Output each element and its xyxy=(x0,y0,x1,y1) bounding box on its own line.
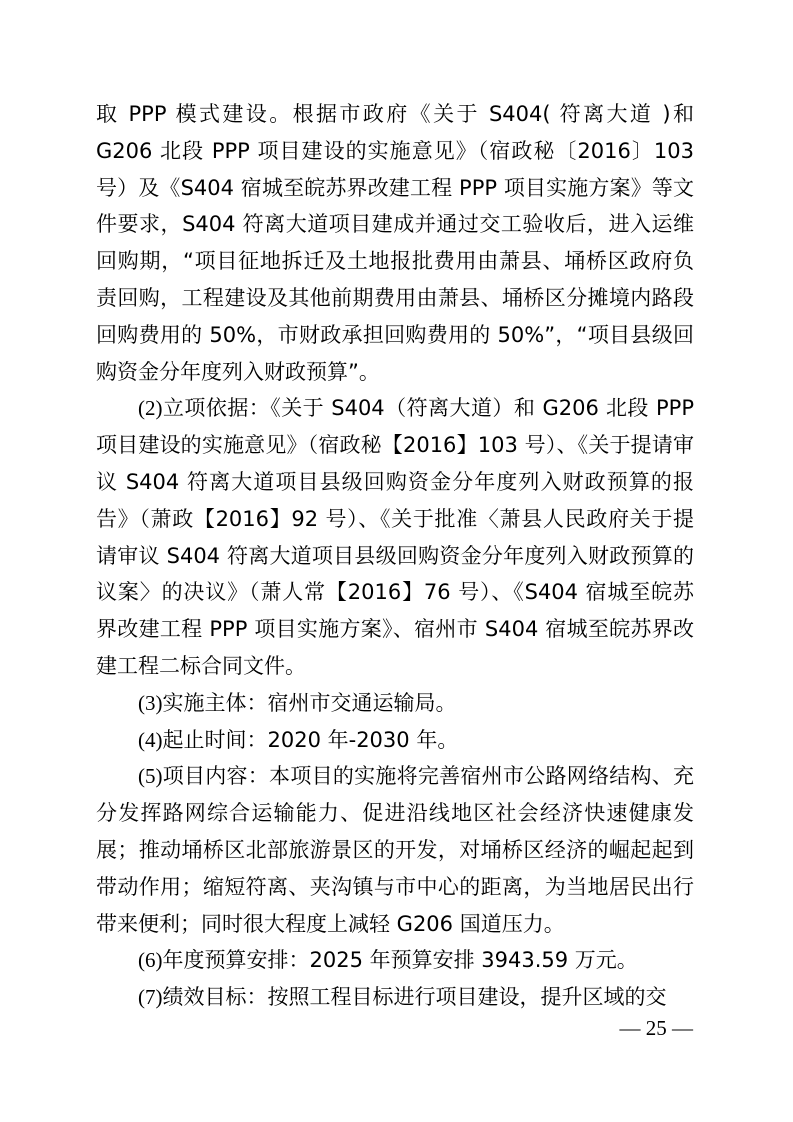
paragraph-5-label: (5) xyxy=(138,764,163,789)
paragraph-4-label: (4) xyxy=(138,727,163,752)
paragraph-3-label: (3) xyxy=(138,690,163,715)
paragraph-7 xyxy=(96,979,694,1016)
paragraph-4 xyxy=(96,722,694,759)
body-text xyxy=(96,96,694,1016)
paragraph-1-text: 取 PPP 模式建设。根据市政府《关于 S404( 符离大道 )和 G206 北段 PPP 项目建设的实施意见》（宿政秘〔2016〕103 号）及《S404 宿城至皖苏界改建工程 PPP 项目实施方案》等文件要求，S404 符离大道项目建成并通过交工验收后，进入运维回购期，“项目征地拆迁及土地报批费用由萧县、埇桥区政府负责回购，工程建设及其他前期费用由萧县、埇桥区分摊境内路段回购费用的 50%，市财政承担回购费用的 50%”，“项目县级回购资金分年度列入财政预算”。 xyxy=(96,102,694,384)
paragraph-6-label: (6) xyxy=(138,948,163,973)
paragraph-2-text: 立项依据：《关于 S404（符离大道）和 G206 北段 PPP 项目建设的实施意见》（宿政秘【2016】103 号）、《关于提请审议 S404 符离大道项目县级回购资金分年度列入财政预算的报告》（萧政【2016】92 号）、《关于批准〈萧县人民政府关于提请审议 S404 符离大道项目县级回购资金分年度列入财政预算的议案〉的决议》（萧人常【2016】76 号）、《S404 宿城至皖苏界改建工程 PPP 项目实施方案》、宿州市 S404 宿城至皖苏界改建工程二标合同文件。 xyxy=(96,396,694,678)
paragraph-3 xyxy=(96,685,694,722)
paragraph-6 xyxy=(96,942,694,979)
paragraph-2 xyxy=(96,390,694,684)
paragraph-5-text: 项目内容：本项目的实施将完善宿州市公路网络结构、充分发挥路网综合运输能力、促进沿线地区社会经济快速健康发展；推动埇桥区北部旅游景区的开发，对埇桥区经济的崛起起到带动作用；缩短符离、夹沟镇与市中心的距离，为当地居民出行带来便利；同时很大程度上减轻 G206 国道压力。 xyxy=(96,764,694,936)
paragraph-4-text: 起止时间：2020 年-2030 年。 xyxy=(162,727,459,752)
paragraph-7-text: 绩效目标：按照工程目标进行项目建设，提升区域的交 xyxy=(162,985,667,1010)
page-number: — 25 — xyxy=(619,1016,693,1040)
paragraph-7-label: (7) xyxy=(138,985,163,1010)
paragraph-5 xyxy=(96,758,694,942)
paragraph-2-label: (2) xyxy=(138,396,163,421)
paragraph-6-text: 年度预算安排：2025 年预算安排 3943.59 万元。 xyxy=(162,948,638,973)
paragraph-1 xyxy=(96,96,694,390)
paragraph-3-text: 实施主体：宿州市交通运输局。 xyxy=(162,690,457,715)
